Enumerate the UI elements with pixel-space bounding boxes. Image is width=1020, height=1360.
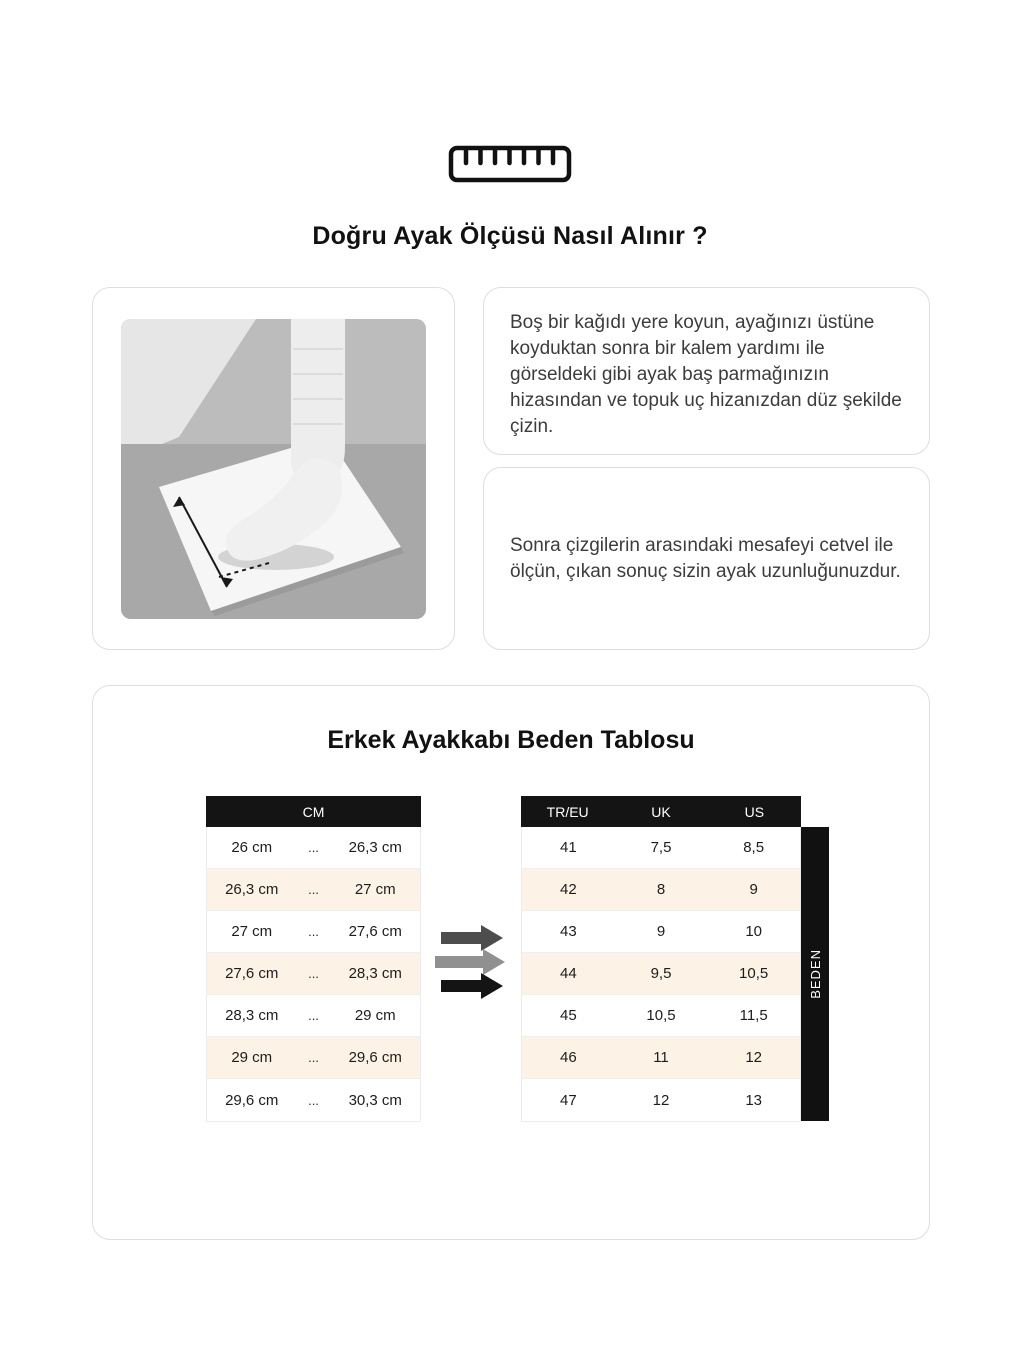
header-tr-eu: TR/EU [546,803,589,820]
cm-header-label: CM [302,803,325,820]
size-us: 12 [745,1049,762,1066]
measurement-photo-card [92,287,455,650]
table-row [522,869,800,911]
size-uk: 9,5 [650,965,672,982]
table-row [522,995,800,1037]
cm-to: 27,6 cm [348,923,402,940]
size-tr-eu: 47 [559,1091,577,1109]
table-row [207,869,420,911]
table-row [522,1079,800,1121]
shoe-size-table [521,796,801,1122]
header-uk: UK [651,803,671,820]
table-row [207,995,420,1037]
size-uk: 10,5 [646,1007,676,1024]
cm-separator: ... [308,882,319,897]
cm-separator: ... [308,1092,319,1108]
cm-from: 26 cm [231,839,273,856]
size-uk: 7,5 [650,839,672,856]
size-uk: 8 [656,881,666,898]
size-tr-eu: 41 [559,839,577,856]
table-row [207,911,420,953]
cm-from: 28,3 cm [225,1007,279,1024]
size-us: 8,5 [743,839,765,856]
cm-from: 27,6 cm [225,965,279,982]
table-row [207,827,420,869]
cm-table [206,796,421,1122]
page-title: Doğru Ayak Ölçüsü Nasıl Alınır ? [312,222,708,250]
table-row [207,953,420,995]
beden-label: BEDEN [807,949,823,999]
table-row [522,827,800,869]
cm-table-header [206,796,421,827]
size-tr-eu: 42 [559,881,577,898]
size-uk: 11 [653,1049,669,1066]
size-uk: 12 [652,1091,670,1109]
ruler-icon [448,144,572,189]
size-tr-eu: 44 [559,965,577,982]
cm-separator: ... [308,840,319,855]
table-row [207,1079,420,1121]
size-us: 9 [749,881,758,898]
cm-separator: ... [308,1008,319,1023]
size-us: 13 [745,1091,762,1109]
instruction-step1-text: Boş bir kağıdı yere koyun, ayağınızı üstüne koyduktan sonra bir kalem yardımı ile görseldeki gibi ayak baş parmağınızın hizasından ve topuk uç hizanızdan düz şekilde çizin. [510,312,902,437]
size-table-body [521,827,801,1122]
instruction-card-step1 [483,287,930,455]
cm-to: 30,3 cm [348,1091,402,1109]
size-tr-eu: 46 [559,1049,577,1066]
size-table-header [521,796,801,827]
cm-from: 29,6 cm [225,1091,279,1109]
size-us: 10,5 [739,965,769,982]
cm-to: 27 cm [354,881,396,898]
header-us: US [744,803,765,820]
cm-separator: ... [308,924,319,939]
size-uk: 9 [656,923,666,940]
table-row [522,953,800,995]
table-row [207,1037,420,1079]
size-us: 11,5 [739,1007,768,1024]
cm-to: 26,3 cm [348,839,402,856]
instruction-card-step2 [483,467,930,650]
cm-from: 27 cm [231,923,273,940]
size-table-card [92,685,930,1240]
size-tr-eu: 45 [559,1007,577,1024]
cm-from: 29 cm [231,1049,273,1066]
transfer-arrows-icon [435,920,515,1005]
cm-separator: ... [308,1050,319,1065]
instruction-step2-text: Sonra çizgilerin arasındaki mesafeyi cetvel ile ölçün, çıkan sonuç sizin ayak uzunluğunuzdur. [510,534,901,582]
table-row [522,1037,800,1079]
cm-to: 28,3 cm [348,965,402,982]
cm-table-body [206,827,421,1122]
cm-to: 29 cm [354,1007,396,1024]
cm-separator: ... [308,966,319,981]
beden-sidebar [801,827,829,1121]
cm-to: 29,6 cm [348,1049,402,1066]
size-table-title: Erkek Ayakkabı Beden Tablosu [327,726,695,754]
size-us: 10 [745,923,762,940]
table-row [522,911,800,953]
size-tr-eu: 43 [559,923,577,940]
foot-measurement-photo [121,319,426,619]
cm-from: 26,3 cm [225,881,279,898]
